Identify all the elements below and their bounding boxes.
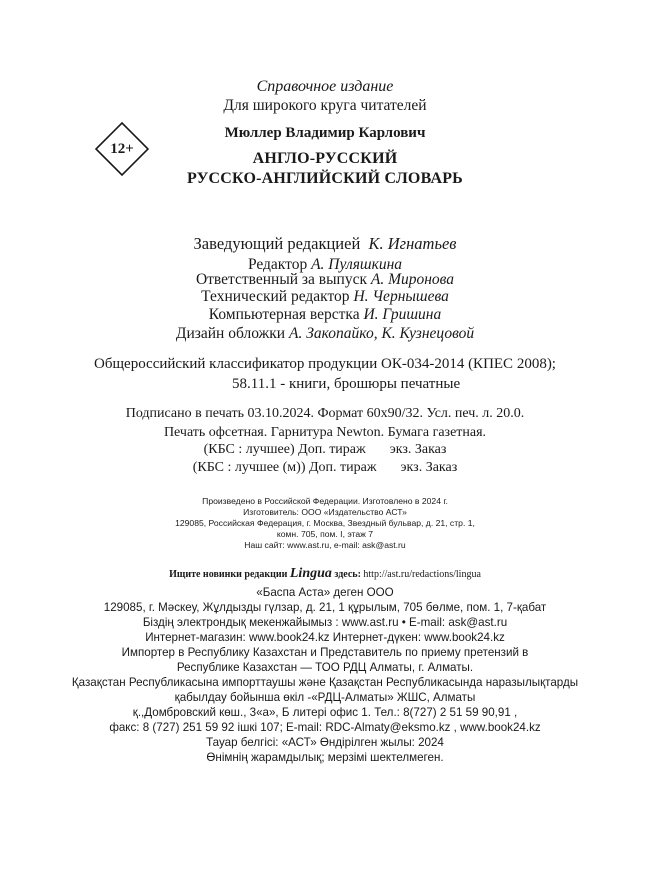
audience: Для широкого круга читателей — [223, 97, 427, 114]
book-title-line1: АНГЛО-РУССКИЙ — [252, 150, 398, 167]
lingua-promo — [0, 566, 650, 582]
manufacturer-line: Наш сайт: www.ast.ru, e-mail: ask@ast.ru — [244, 540, 406, 550]
credit-line — [0, 306, 650, 324]
age-rating: 12+ — [110, 141, 134, 157]
kz-line: Өнімнің жарамдылық; мерзімі шектелмеген. — [206, 751, 444, 764]
print-info-line2: Печать офсетная. Гарнитура Newton. Бумага газетная. — [163, 425, 487, 440]
print-run-line — [0, 460, 650, 476]
kz-line: Қазақстан Республикасына импорттаушы және Қазақстан Республикасында наразылықтарды — [71, 676, 579, 689]
author-name: Мюллер Владимир Карлович — [224, 125, 426, 141]
kz-line: Импортер в Республику Казахстан и Представитель по приему претензий в — [121, 646, 529, 659]
credit-line — [0, 288, 650, 306]
lingua-logo: Lingua — [289, 566, 332, 581]
credit-name: А. Пуляшкина — [311, 256, 403, 273]
credit-name: И. Гришина — [363, 306, 442, 323]
print-run-line — [0, 442, 650, 458]
kz-line: Республике Казахстан — ТОО РДЦ Алматы, г. Алматы. — [176, 661, 474, 674]
kz-line: факс: 8 (727) 251 59 92 ішкі 107; E-mail: RDC-Almaty@eksmo.kz , www.book24.kz — [109, 721, 541, 734]
edition-type: Справочное издание — [256, 78, 394, 95]
lingua-prefix: Ищите новинки редакции — [169, 569, 288, 580]
credit-label: Технический редактор — [201, 288, 350, 305]
lingua-url[interactable]: http://ast.ru/redactions/lingua — [363, 569, 481, 580]
kz-line: Біздің электрондық мекенжайымыз : www.ast.ru • E-mail: ask@ast.ru — [142, 616, 508, 629]
order-label: экз. Заказ — [389, 442, 447, 457]
credit-label: Ответственный за выпуск — [195, 271, 367, 288]
classifier-line1: Общероссийский классификатор продукции ОК-034-2014 (КПЕС 2008); — [94, 356, 556, 372]
kz-line: Тауар белгісі: «АСТ» Өндірілген жылы: 2024 — [206, 736, 444, 749]
credit-line — [0, 234, 650, 254]
credit-label: Редактор — [247, 256, 308, 273]
kz-line: 129085, г. Мәскеу, Жұлдызды гүлзар, д. 21, 1 құрылым, 705 бөлме, пом. 1, 7-қабат — [103, 601, 547, 614]
credit-name: Н. Чернышева — [353, 288, 449, 305]
print-run-label: (КБС : лучшее) Доп. тираж — [203, 442, 366, 457]
credit-label: Дизайн обложки — [175, 325, 286, 342]
manufacturer-line: комн. 705, пом. I, этаж 7 — [276, 529, 374, 539]
lingua-suffix: здесь: — [334, 569, 361, 580]
manufacturer-line: 129085, Российская Федерация, г. Москва, Звездный бульвар, д. 21, стр. 1, — [175, 518, 475, 528]
order-label: экз. Заказ — [400, 460, 458, 475]
kz-line: «Баспа Аста» деген ООО — [256, 586, 394, 599]
credit-name: А. Миронова — [370, 271, 455, 288]
credit-label: Компьютерная верстка — [208, 306, 360, 323]
manufacturer-line: Произведено в Российской Федерации. Изготовлено в 2024 г. — [202, 496, 448, 506]
credit-name: К. Игнатьев — [368, 234, 457, 253]
kz-line: Интернет-магазин: www.book24.kz Интернет-дүкен: www.book24.kz — [145, 631, 505, 644]
classifier-line2: 58.11.1 - книги, брошюры печатные — [232, 376, 461, 392]
credit-label: Заведующий редакцией — [193, 234, 361, 253]
manufacturer-line: Изготовитель: ООО «Издательство АСТ» — [243, 507, 407, 517]
print-info-line1: Подписано в печать 03.10.2024. Формат 60x90/32. Усл. печ. л. 20.0. — [125, 406, 525, 421]
book-title-line2: РУССКО-АНГЛИЙСКИЙ СЛОВАРЬ — [187, 170, 463, 187]
kz-line: қабылдау бойынша өкіл -«РДЦ-Алматы» ЖШС, Алматы — [174, 691, 476, 704]
credit-line — [0, 325, 650, 343]
credit-line — [0, 271, 650, 289]
kz-line: қ.,Домбровский көш., 3«а», Б литері офис 1. Тел.: 8(727) 2 51 59 90,91 , — [132, 706, 518, 719]
credit-name: А. Закопайко, К. Кузнецовой — [288, 325, 475, 342]
print-run-label: (КБС : лучшее (м)) Доп. тираж — [192, 460, 377, 475]
